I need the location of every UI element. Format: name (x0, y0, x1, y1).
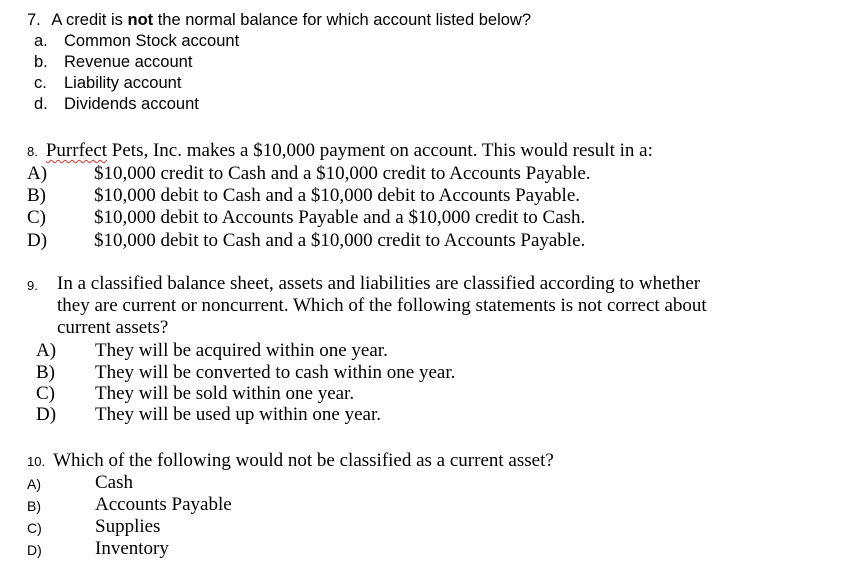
question-number: 9. (27, 278, 38, 293)
option-d-label: D) (27, 542, 42, 558)
option-d-text: $10,000 debit to Cash and a $10,000 credit to Accounts Payable. (94, 230, 586, 251)
question-9-text-line-1: In a classified balance sheet, assets and liabilities are classified according to whether (57, 273, 701, 294)
option-a-label: A) (36, 340, 57, 361)
option-label: b. (34, 53, 48, 71)
option-d-text: Inventory (95, 538, 169, 559)
option-c-text: $10,000 debit to Accounts Payable and a $10,000 credit to Cash. (94, 207, 586, 228)
option-a-label: A) (27, 476, 41, 492)
option-a (34, 32, 48, 51)
question-9-text-line-2: they are current or noncurrent. Which of the following statements is not correct about (57, 295, 707, 316)
question-number: 8. (27, 144, 38, 159)
question-number: 10. (27, 454, 46, 469)
question-text: A credit is not the normal balance for which account listed below? (51, 11, 532, 29)
option-a-text: Common Stock account (64, 32, 240, 50)
option-label: d. (34, 95, 48, 113)
option-d-label: D) (27, 230, 48, 251)
option-b-text: They will be converted to cash within one year. (95, 362, 456, 383)
option-a-text: They will be acquired within one year. (95, 340, 388, 361)
question-number: 7. (27, 11, 41, 29)
option-b-label: B) (36, 362, 55, 383)
option-a-text: $10,000 credit to Cash and a $10,000 credit to Accounts Payable. (94, 163, 591, 184)
option-c-text: Liability account (64, 74, 182, 92)
option-c (34, 74, 47, 93)
option-c-label: C) (27, 207, 46, 228)
question-text: Purrfect Pets, Inc. makes a $10,000 payment on account. This would result in a: (45, 140, 653, 161)
option-d (34, 95, 48, 114)
option-d-text: Dividends account (64, 95, 199, 113)
option-b-text: Revenue account (64, 53, 193, 71)
question-7-stem (27, 11, 531, 30)
option-c-label: C) (27, 520, 42, 536)
option-c-text: They will be sold within one year. (95, 383, 355, 404)
question-8-stem (27, 140, 653, 162)
option-a-label: A) (27, 163, 48, 184)
option-b-label: B) (27, 498, 41, 514)
option-d-label: D) (36, 404, 57, 425)
option-b (34, 53, 48, 72)
option-c-label: C) (36, 383, 55, 404)
option-b-text: Accounts Payable (95, 494, 232, 515)
option-d-text: They will be used up within one year. (95, 404, 381, 425)
option-label: a. (34, 32, 48, 50)
option-b-label: B) (27, 185, 46, 206)
question-10-stem (27, 450, 554, 472)
question-9-text-line-3: current assets? (57, 317, 169, 338)
option-label: c. (34, 74, 47, 92)
option-c-text: Supplies (95, 516, 161, 537)
option-a-text: Cash (95, 472, 133, 493)
option-b-text: $10,000 debit to Cash and a $10,000 debit to Accounts Payable. (94, 185, 581, 206)
misspelled-word: Purrfect (45, 140, 108, 161)
question-text: Which of the following would not be classified as a current asset? (53, 450, 554, 471)
